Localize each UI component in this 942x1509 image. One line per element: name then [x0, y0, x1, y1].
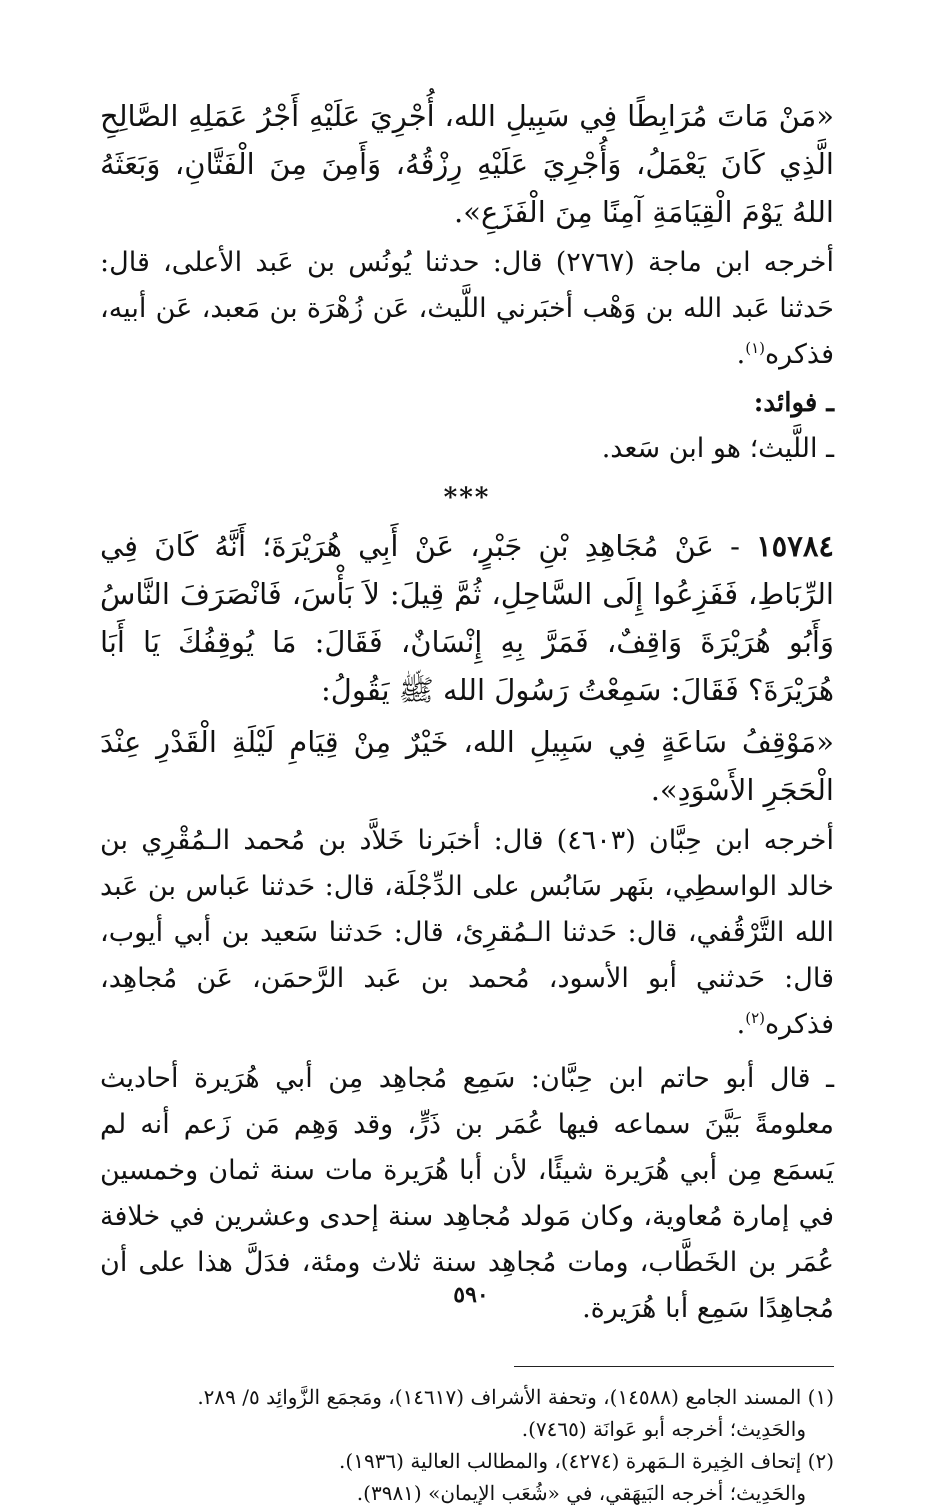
page-number: ٥٩٠: [453, 1282, 489, 1308]
footnote-1-line-2: والحَدِيث؛ أخرجه أبو عَوانَة (٧٤٦٥).: [521, 1417, 806, 1441]
ibn-hibban-comment: ـ قال أبو حاتم ابن حِبَّان: سَمِع مُجاهِد مِن أبي هُرَيرة أحاديث معلومةً بَيَّنَ سماعه فيها عُمَر بن ذَرٍّ، وقد وَهِم مَن زَعم أنه لم يَسمَع مِن أبي هُرَيرة شيئًا، لأن أبا هُرَيرة مات سنة ثمان وخمسين في إمارة مُعاوية، وكان مَولد مُجاهِد سنة إحدى وعشرين في خلافة عُمَر بن الخَطَّاب، ومات مُجاهِد سنة ثلاث ومئة، فدَلَّ هذا على أن مُجاهِدًا سَمِع أبا هُرَيرة.: [100, 1063, 834, 1324]
footnote-divider: [514, 1366, 834, 1367]
hadith-15784-text: - عَنْ مُجَاهِدِ بْنِ جَبْرٍ، عَنْ أَبِي هُرَيْرَةَ؛ أَنَّهُ كَانَ فِي الرِّبَاطِ، فَفَزِعُوا إِلَى السَّاحِلِ، ثُمَّ قِيلَ: لاَ بَأْسَ، فَانْصَرَفَ النَّاسُ وَأَبُو هُرَيْرَةَ وَاقِفٌ، فَمَرَّ بِهِ إِنْسَانٌ، فَقَالَ: مَا يُوقِفُكَ يَا أَبَا هُرَيْرَةَ؟ فَقَالَ: سَمِعْتُ رَسُولَ الله ﷺ يَقُولُ:: [100, 529, 834, 707]
hadith-text-continued: «مَنْ مَاتَ مُرَابِطًا فِي سَبِيلِ الله، أُجْرِيَ عَلَيْهِ أَجْرُ عَمَلِهِ الصَّالِحِ الَّذِي كَانَ يَعْمَلُ، وَأُجْرِيَ عَلَيْهِ رِزْقُهُ، وَأَمِنَ مِنَ الْفَتَّانِ، وَبَعَثَهُ اللهُ يَوْمَ الْقِيَامَةِ آمِنًا مِنَ الْفَزَعِ».: [100, 99, 834, 229]
takhrij-ibn-majah-text: أخرجه ابن ماجة (٢٧٦٧) قال: حدثنا يُونُس بن عَبد الأعلى، قال: حَدثنا عَبد الله بن وَهْب أخبَرني اللَّيث، عَن زُهْرَة بن مَعبد، عَن أبيه، فذكره: [100, 247, 834, 370]
hadith-matn: «مَوْقِفُ سَاعَةٍ فِي سَبِيلِ الله، خَيْرٌ مِنْ قِيَامِ لَيْلَةِ الْقَدْرِ عِنْدَ الْحَجَرِ الأَسْوَدِ».: [100, 725, 834, 807]
footnote-2-line-1: (٢) إتحاف الخِيرة الـمَهرة (٤٢٧٤)، والمطالب العالية (١٩٣٦).: [339, 1449, 834, 1473]
fawaid-item: ـ اللَّيث؛ هو ابن سَعد.: [601, 433, 834, 464]
takhrij-ibn-hibban: أخرجه ابن حِبَّان (٤٦٠٣) قال: أخبَرنا خَلاَّد بن مُحمد الـمُقْرِي بن خالد الواسطِي، بنَهر سَابُس على الدِّجْلَة، قال: حَدثنا عَباس بن عَبد الله التَّرْقُفي، قال: حَدثنا الـمُقرِئ، قال: حَدثنا سَعيد بن أبي أيوب، قال: حَدثني أبو الأسود، مُحمد بن عَبد الرَّحمَن، عَن مُجاهِد، فذكره$^{(٢)}$.: [100, 825, 834, 1040]
takhrij-ibn-hibban-text: أخرجه ابن حِبَّان (٤٦٠٣) قال: أخبَرنا خَلاَّد بن مُحمد الـمُقْرِي بن خالد الواسطِي، بنَهر سَابُس على الدِّجْلَة، قال: حَدثنا عَباس بن عَبد الله التَّرْقُفي، قال: حَدثنا الـمُقرِئ، قال: حَدثنا سَعيد بن أبي أيوب، قال: حَدثني أبو الأسود، مُحمد بن عَبد الرَّحمَن، عَن مُجاهِد، فذكره: [100, 825, 834, 1040]
footnote-marker-2[interactable]: (٢): [745, 1009, 766, 1027]
section-separator: ***: [443, 483, 491, 513]
fawaid-heading: ـ فوائد:: [753, 388, 834, 418]
footnote-2-line-2: والحَدِيث؛ أخرجه البَيهَقي، في «شُعَب الإيمان» (٣٩٨١).: [356, 1481, 806, 1505]
takhrij-ibn-majah: أخرجه ابن ماجة (٢٧٦٧) قال: حدثنا يُونُس بن عَبد الأعلى، قال: حَدثنا عَبد الله بن وَهْب أخبَرني اللَّيث، عَن زُهْرَة بن مَعبد، عَن أبيه، فذكره$^{(١)}$.: [100, 247, 834, 370]
footnote-marker-1[interactable]: (١): [745, 339, 766, 357]
hadith-15784: [100, 522, 834, 714]
hadith-number: ١٥٧٨٤: [756, 529, 834, 563]
footnote-1-line-1: (١) المسند الجامع (١٤٥٨٨)، وتحفة الأشراف (١٤٦١٧)، ومَجمَع الزَّوائِد ٥/ ٢٨٩.: [197, 1385, 834, 1409]
